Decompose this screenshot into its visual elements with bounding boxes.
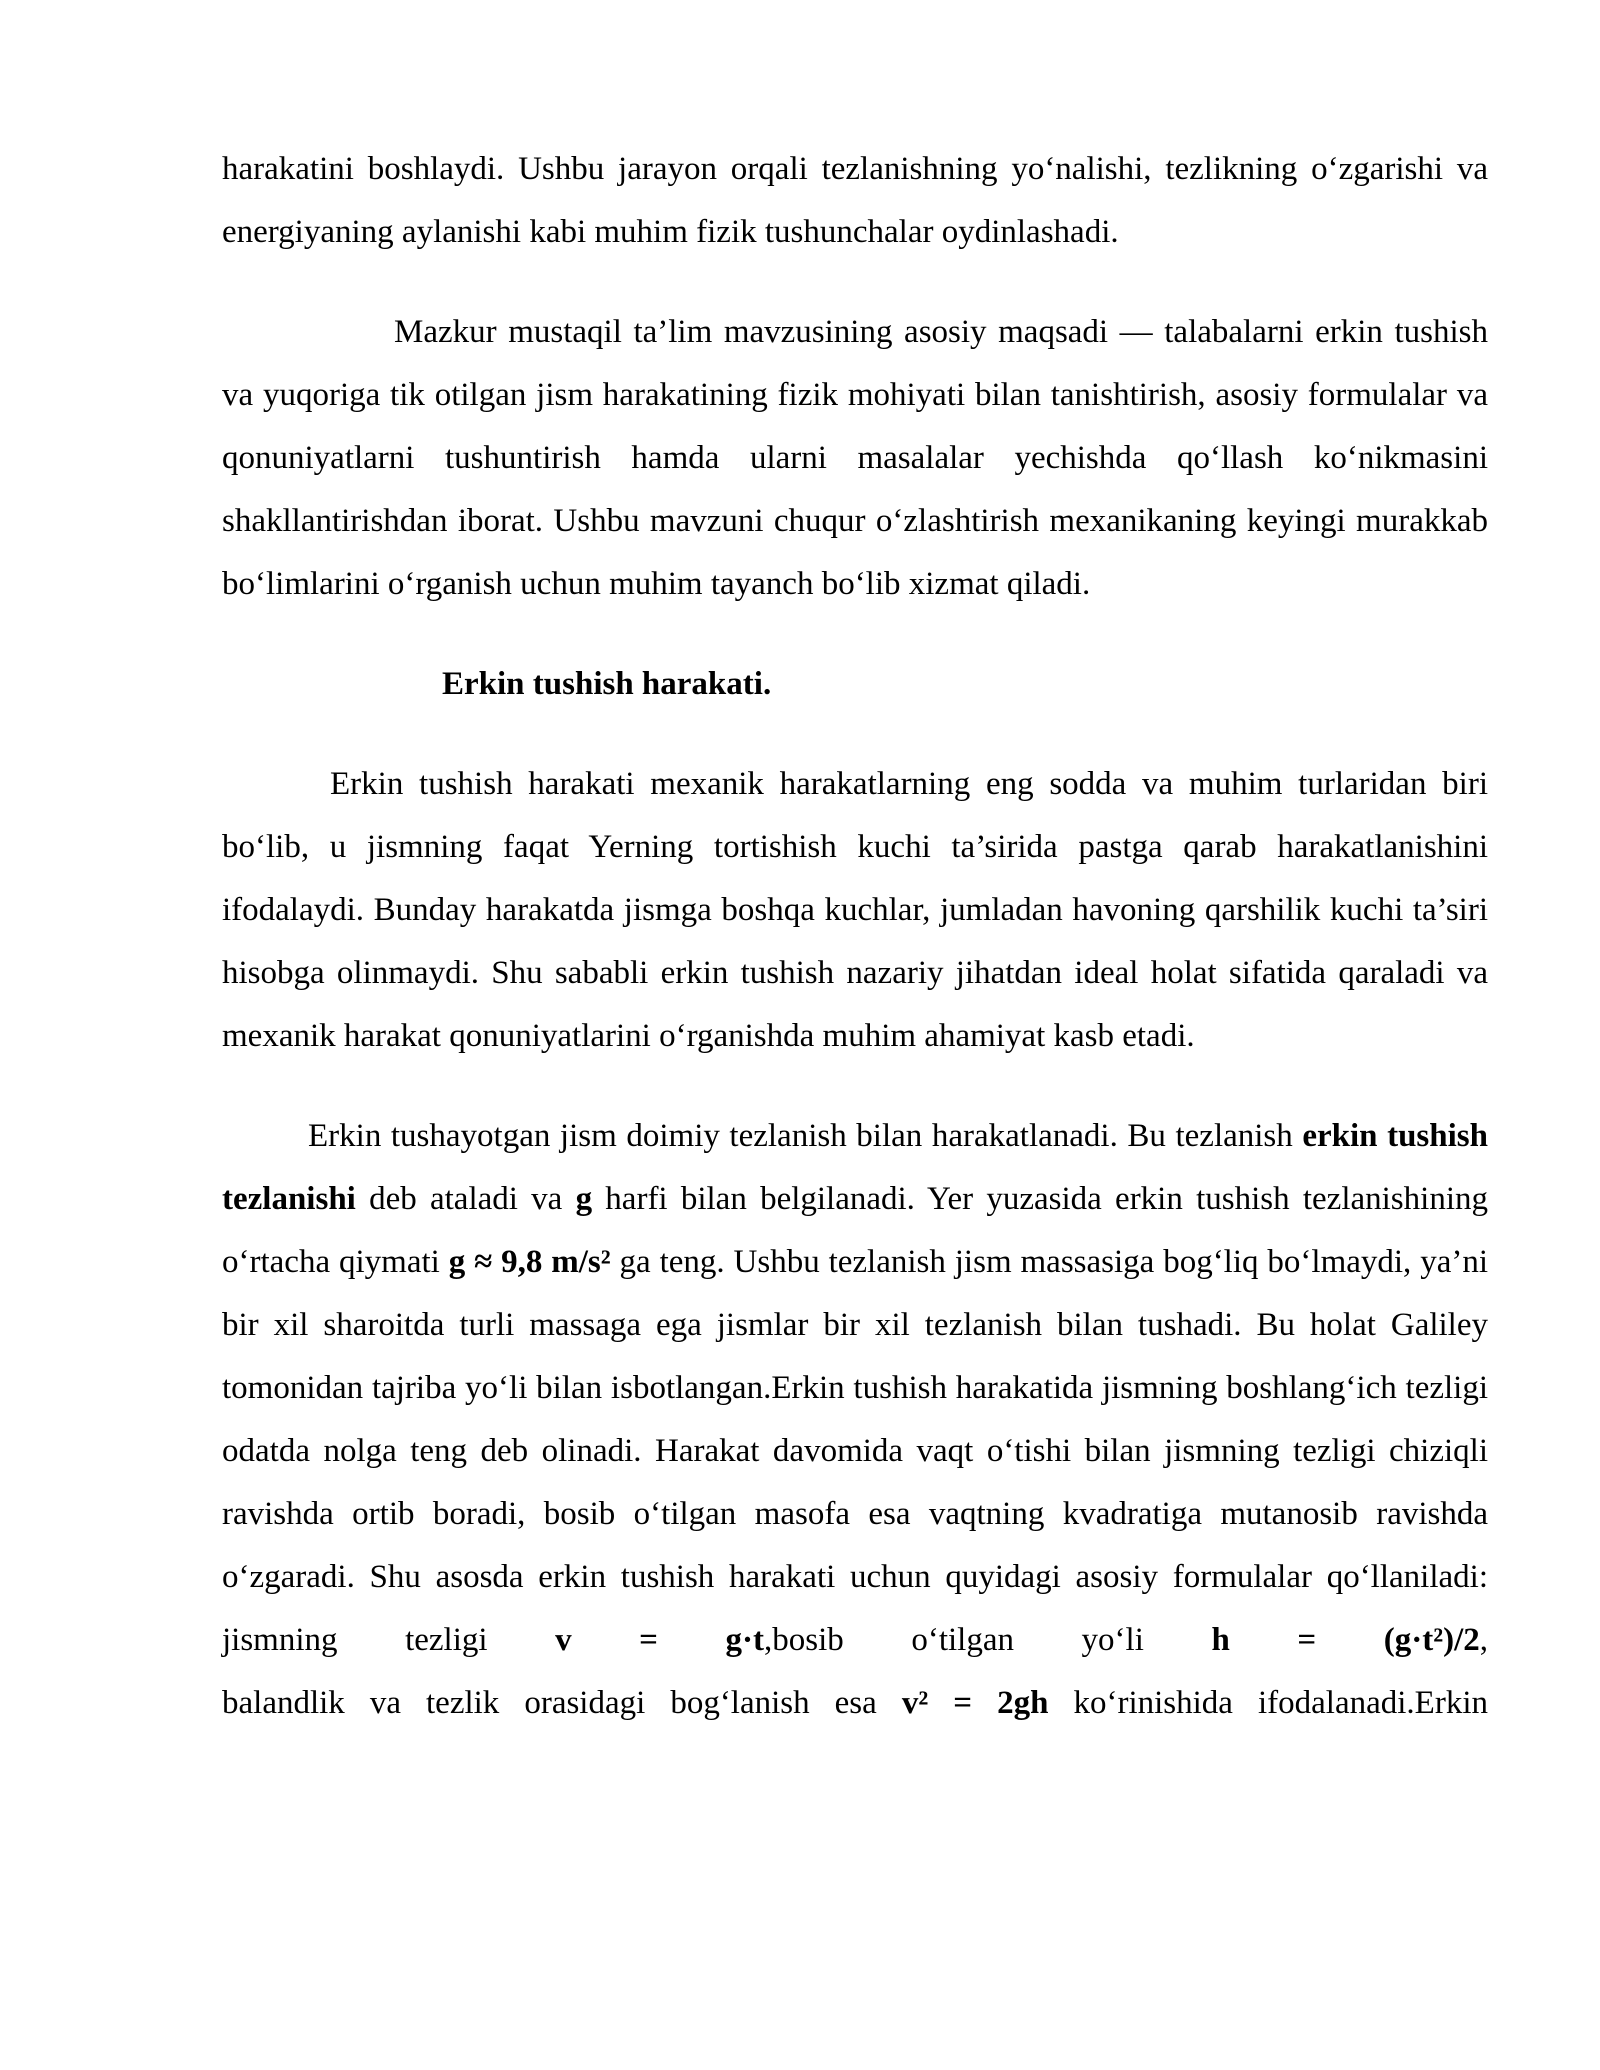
- section-heading: Erkin tushish harakati.: [442, 666, 772, 702]
- paragraph-free-fall-definition: Erkin tushish harakati mexanik harakatlarning eng sodda va muhim turlaridan biri bo‘lib, u jismning faqat Yerning tortishish kuchi ta’sirida pastga qarab harakatlanishini ifodalaydi. Bunday harakatda jismga boshqa kuchlar, jumladan havoning qarshilik kuchi ta’siri hisobga olinmaydi. Shu sababli erkin tushish nazariy jihatdan ideal holat sifatida qaraladi va mexanik harakat qonuniyatlarini o‘rganishda muhim ahamiyat kasb etadi.: [222, 766, 1488, 1054]
- term-free-fall-acceleration: erkin tushish tezlanishi: [222, 1118, 1488, 1217]
- value-g: g ≈ 9,8 m/s²: [448, 1244, 611, 1280]
- symbol-g: g: [575, 1181, 593, 1217]
- paragraph-intro-continuation: harakatini boshlaydi. Ushbu jarayon orqali tezlanishning yo‘nalishi, tezlikning o‘zgarishi va energiyaning aylanishi kabi muhim fizik tushunchalar oydinlashadi.: [222, 151, 1488, 250]
- text-run: balandlik va tezlik orasidagi bog‘lanish esa: [222, 1685, 902, 1721]
- text-run: harfi bilan belgilanadi. Yer yuzasida erkin tushish tezlanishining o‘rtacha qiymati: [222, 1181, 1488, 1280]
- text-run: ga teng. Ushbu tezlanish jism massasiga bog‘liq bo‘lmaydi, ya’ni bir xil sharoitda turli massaga ega jismlar bir xil tezlanish bilan tushadi. Bu holat Galiley tomonidan tajriba yo‘li bilan isbotlangan.Erkin tushish harakatida jismning boshlang‘ich tezligi odatda nolga teng deb olinadi. Harakat davomida vaqt o‘tishi bilan jismning tezligi chiziqli ravishda ortib boradi, bosib o‘tilgan masofa esa vaqtning kvadratiga mutanosib ravishda o‘zgaradi. Shu asosda erkin tushish harakati uchun quyidagi asosiy formulalar qo‘llaniladi: jismning tezligi: [222, 1244, 1488, 1658]
- text-run: deb ataladi va: [355, 1181, 576, 1217]
- text-run: ,: [1479, 1622, 1488, 1658]
- paragraph-purpose: Mazkur mustaqil ta’lim mavzusining asosiy maqsadi — talabalarni erkin tushish va yuqoriga tik otilgan jism harakatining fizik mohiyati bilan tanishtirish, asosiy formulalar va qonuniyatlarni tushuntirish hamda ularni masalalar yechishda qo‘llash ko‘nikmasini shakllantirishdan iborat. Ushbu mavzuni chuqur o‘zlashtirish mexanikaning keyingi murakkab bo‘limlarini o‘rganish uchun muhim tayanch bo‘lib xizmat qiladi.: [222, 314, 1488, 602]
- text-run: ko‘rinishida ifodalanadi.Erkin: [1048, 1685, 1488, 1721]
- text-run: Erkin tushayotgan jism doimiy tezlanish bilan harakatlanadi. Bu tezlanish: [308, 1118, 1303, 1154]
- paragraph-formula-relation: [222, 1672, 1488, 1735]
- formula-velocity: v = g·t: [555, 1622, 765, 1658]
- text-run: ,bosib o‘tilgan yo‘li: [764, 1622, 1212, 1658]
- formula-height: h = (g·t²)/2: [1211, 1622, 1480, 1658]
- paragraph-free-fall-acceleration: [222, 1105, 1488, 1672]
- page-content: [222, 138, 1488, 1735]
- formula-relation: v² = 2gh: [901, 1685, 1049, 1721]
